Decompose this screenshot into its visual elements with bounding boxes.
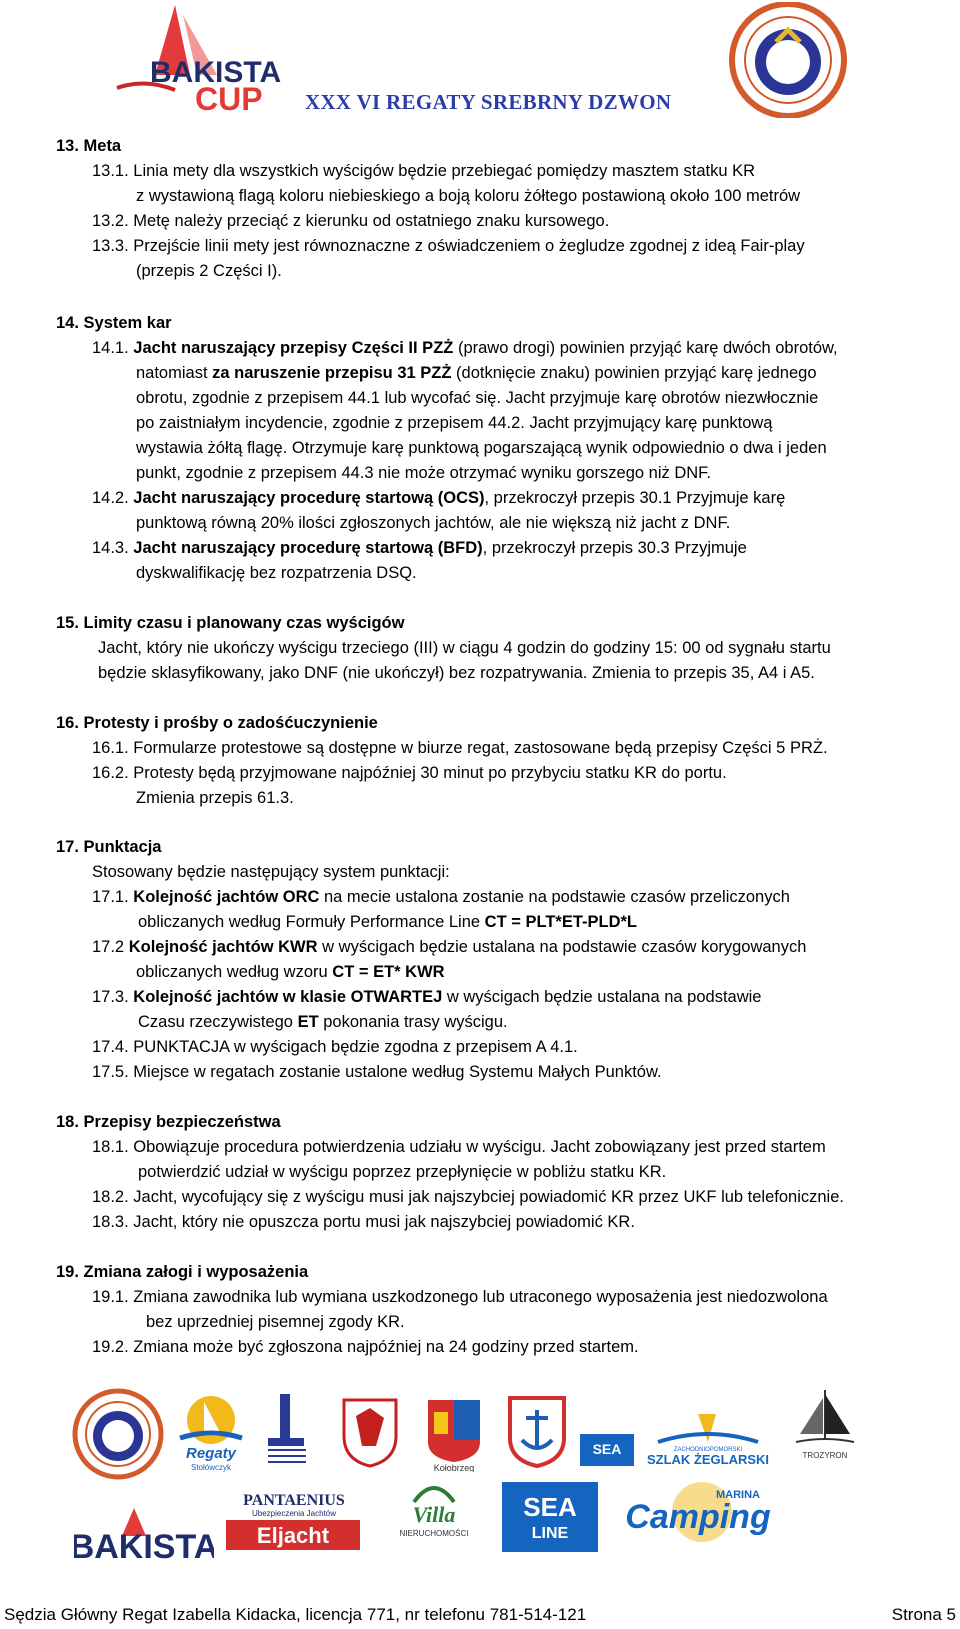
- text-run: potwierdzić udział w wyścigu poprzez przepłynięcie w pobliżu statku KR.: [138, 1163, 667, 1181]
- sailing-school-logo: [262, 1388, 312, 1475]
- svg-text:Stołówczyk: Stołówczyk: [190, 1463, 232, 1472]
- footer-judge-info: Sędzia Główny Regat Izabella Kidacka, licencja 771, nr telefonu 781-514-121: [4, 1605, 587, 1624]
- svg-text:SZLAK ŻEGLARSKI: SZLAK ŻEGLARSKI: [646, 1452, 770, 1467]
- svg-text:ZACHODNIOPOMORSKI: ZACHODNIOPOMORSKI: [673, 1447, 743, 1453]
- text-line: [92, 1184, 844, 1210]
- svg-text:Ubezpieczenia Jachtów: Ubezpieczenia Jachtów: [251, 1509, 337, 1518]
- text-line: [92, 984, 762, 1010]
- text-line: [98, 660, 815, 686]
- text-line: [136, 258, 282, 284]
- text-line: [138, 1159, 666, 1185]
- text-line: [138, 909, 637, 935]
- regaty-logo: [176, 1392, 246, 1477]
- text-run: na mecie ustalona zostanie na podstawie czasów przeliczonych: [319, 888, 790, 906]
- text-run: 16. Protesty i prośby o zadośćuczynienie: [56, 714, 378, 732]
- text-run: (prawo drogi) powinien przyjąć karę dwóch obrotów,: [453, 339, 838, 357]
- coat-of-arms-griffin-icon: [340, 1396, 400, 1473]
- text-run: CT = ET* KWR: [332, 963, 445, 981]
- camping-marina-logo: [622, 1478, 782, 1553]
- text-run: obliczanych według Formuły Performance Line: [138, 913, 485, 931]
- text-run: 14.3.: [92, 539, 134, 557]
- text-run: obliczanych według wzoru: [136, 963, 333, 981]
- text-run: za naruszenie przepisu 31 PZŻ: [212, 364, 452, 382]
- text-line: [92, 335, 838, 361]
- text-run: natomiast: [136, 364, 213, 382]
- text-line: [56, 610, 404, 636]
- villa-nieruchomosci-logo: [394, 1478, 474, 1547]
- text-line: [92, 535, 747, 561]
- text-line: [92, 158, 755, 184]
- text-run: Kolejność jachtów KWR: [128, 938, 318, 956]
- text-run: 18.1. Obowiązuje procedura potwierdzenia udziału w wyścigu. Jacht zobowiązany jest przed startem: [92, 1138, 826, 1156]
- text-run: 17.4. PUNKTACJA w wyścigach będzie zgodna z przepisem A 4.1.: [92, 1038, 578, 1056]
- text-run: , przekroczył przepis 30.3 Przyjmuje: [482, 539, 747, 557]
- text-line: [136, 560, 417, 586]
- text-line: [56, 710, 378, 736]
- text-run: dyskwalifikację bez rozpatrzenia DSQ.: [136, 564, 417, 582]
- text-run: ET: [297, 1013, 319, 1031]
- text-run: (przepis 2 Części I).: [136, 262, 282, 280]
- jacht-klub-morski-logo: [728, 2, 848, 118]
- text-line: [92, 859, 450, 885]
- svg-text:PANTAENIUS: PANTAENIUS: [243, 1492, 345, 1509]
- text-line: [136, 435, 827, 461]
- text-run: 16.2. Protesty będą przyjmowane najpóźniej 30 minut po przybyciu statku KR do portu.: [92, 764, 727, 782]
- text-run: 17.5. Miejsce w regatach zostanie ustalone według Systemu Małych Punktów.: [92, 1063, 662, 1081]
- svg-text:MARINA: MARINA: [716, 1489, 760, 1501]
- svg-text:LINE: LINE: [531, 1525, 569, 1542]
- text-run: Jacht naruszający procedurę startową (OCS): [133, 489, 485, 507]
- text-line: [136, 785, 294, 811]
- text-run: Stosowany będzie następujący system punktacji:: [92, 863, 450, 881]
- text-run: 19. Zmiana załogi i wyposażenia: [56, 1263, 309, 1281]
- text-run: 17.1.: [92, 888, 134, 906]
- text-run: 19.1. Zmiana zawodnika lub wymiana uszkodzonego lub utraconego wyposażenia jest niedozwolona: [92, 1288, 828, 1306]
- text-run: w wyścigach będzie ustalana na podstawie czasów korygowanych: [317, 938, 807, 956]
- text-run: Jacht, który nie ukończy wyścigu trzeciego (III) w ciągu 4 godzin do godziny 15: 00 od sygnału startu: [98, 639, 831, 657]
- text-line: [138, 1009, 508, 1035]
- svg-text:Eljacht: Eljacht: [256, 1523, 330, 1548]
- text-line: [92, 884, 790, 910]
- text-line: [92, 1059, 662, 1085]
- szlak-zeglarski-logo: [638, 1408, 778, 1473]
- text-line: [98, 635, 831, 661]
- sea-line-small-logo: [580, 1434, 634, 1471]
- text-run: 13.3. Przejście linii mety jest równoznaczne z oświadczeniem o żegludze zgodnej z ideą Fair-play: [92, 237, 805, 255]
- svg-text:TROZYRON: TROZYRON: [802, 1451, 848, 1460]
- text-run: 17.3.: [92, 988, 134, 1006]
- svg-text:CUP: CUP: [195, 81, 263, 117]
- text-line: [146, 1309, 405, 1335]
- text-run: 19.2. Zmiana może być zgłoszona najpóźniej na 24 godziny przed startem.: [92, 1338, 639, 1356]
- text-run: (dotknięcie znaku) powinien przyjąć karę jednego: [451, 364, 817, 382]
- text-line: [92, 1134, 826, 1160]
- text-run: Czasu rzeczywistego: [138, 1013, 298, 1031]
- text-run: z wystawioną flagą koloru niebieskiego a boją koloru żółtego postawioną około 100 metrów: [136, 187, 801, 205]
- text-line: [92, 934, 806, 960]
- text-run: 16.1. Formularze protestowe są dostępne w biurze regat, zastosowane będą przepisy Części 5 PRŻ.: [92, 739, 828, 757]
- text-line: [136, 959, 445, 985]
- text-run: 17. Punktacja: [56, 838, 162, 856]
- text-run: 13.2. Metę należy przeciąć z kierunku od ostatniego znaku kursowego.: [92, 212, 610, 230]
- text-run: wystawia żółtą flagę. Otrzymuje karę punktową pogarszającą wynik odpowiednio o dwa i jeden: [136, 439, 827, 457]
- text-run: 14.2.: [92, 489, 134, 507]
- text-run: w wyścigach będzie ustalana na podstawie: [442, 988, 762, 1006]
- text-run: 13. Meta: [56, 137, 122, 155]
- text-run: pokonania trasy wyścigu.: [318, 1013, 508, 1031]
- text-line: [136, 510, 730, 536]
- text-run: 13.1. Linia mety dla wszystkich wyścigów będzie przebiegać pomiędzy masztem statku KR: [92, 162, 756, 180]
- text-line: [92, 735, 828, 761]
- trozyron-logo: [790, 1386, 860, 1471]
- text-line: [56, 310, 172, 336]
- page-header-title: XXX VI REGATY SREBRNY DZWON: [305, 90, 672, 114]
- text-run: 14. System kar: [56, 314, 172, 332]
- text-run: Jacht naruszający procedurę startową (BFD): [133, 539, 483, 557]
- text-run: będzie sklasyfikowany, jako DNF (nie ukończył) bez rozpatrywania. Zmienia to przepis 35, A4 i A5.: [98, 664, 815, 682]
- text-line: [136, 183, 800, 209]
- text-line: [92, 1034, 578, 1060]
- svg-text:Kołobrzeg: Kołobrzeg: [433, 1463, 475, 1472]
- text-line: [136, 385, 818, 411]
- text-line: [92, 760, 727, 786]
- svg-text:Villa: Villa: [412, 1502, 456, 1527]
- text-run: 17.2: [92, 938, 129, 956]
- eljacht-logo: [226, 1520, 360, 1555]
- text-run: 18.2. Jacht, wycofujący się z wyścigu musi jak najszybciej powiadomić KR przez UKF lub telefonicznie.: [92, 1188, 844, 1206]
- text-run: Kolejność jachtów ORC: [133, 888, 320, 906]
- text-run: 15. Limity czasu i planowany czas wyścigów: [56, 614, 405, 632]
- svg-text:BAKISTA: BAKISTA: [150, 56, 282, 89]
- text-line: [92, 1209, 635, 1235]
- text-run: , przekroczył przepis 30.1 Przyjmuje karę: [484, 489, 786, 507]
- bakista-cup-logo: [105, 0, 295, 118]
- text-run: bez uprzedniej pisemnej zgody KR.: [146, 1313, 405, 1331]
- text-line: [92, 1334, 639, 1360]
- text-line: [92, 485, 785, 511]
- text-run: Kolejność jachtów w klasie OTWARTEJ: [133, 988, 443, 1006]
- text-line: [92, 233, 805, 259]
- svg-text:SEA: SEA: [523, 1492, 577, 1522]
- svg-text:Camping: Camping: [625, 1498, 771, 1536]
- kolobrzeg-coat-of-arms-icon: [424, 1396, 484, 1477]
- text-run: obrotu, zgodnie z przepisem 44.1 lub wycofać się. Jacht przyjmuje karę obrotów niezwłocznie: [136, 389, 819, 407]
- text-run: 14.1.: [92, 339, 134, 357]
- text-line: [136, 360, 817, 386]
- text-run: Zmienia przepis 61.3.: [136, 789, 294, 807]
- text-run: punkt, zgodnie z przepisem 44.3 nie może otrzymać wyniku gorszego niż DNF.: [136, 464, 712, 482]
- svg-text:SEA: SEA: [592, 1441, 622, 1457]
- text-run: po zaistniałym incydencie, zgodnie z przepisem 44.2. Jacht przyjmujący karę punktową: [136, 414, 773, 432]
- text-line: [56, 133, 121, 159]
- svg-text:BAKISTA: BAKISTA: [74, 1528, 214, 1564]
- sea-line-logo: [502, 1482, 598, 1557]
- text-run: CT = PLT*ET-PLD*L: [484, 913, 637, 931]
- text-line: [92, 208, 609, 234]
- text-run: 18.3. Jacht, który nie opuszcza portu musi jak najszybciej powiadomić KR.: [92, 1213, 635, 1231]
- page-number: Strona 5: [891, 1605, 956, 1624]
- jkm-sponsor-logo: [72, 1388, 164, 1485]
- svg-text:NIERUCHOMOŚCI: NIERUCHOMOŚCI: [399, 1529, 469, 1538]
- text-line: [56, 834, 161, 860]
- text-line: [92, 1284, 828, 1310]
- text-line: [56, 1259, 308, 1285]
- text-line: [56, 1109, 281, 1135]
- bakista-sponsor-logo: [74, 1506, 214, 1569]
- pantaenius-logo: [224, 1488, 364, 1523]
- anchor-emblem-icon: [506, 1394, 568, 1475]
- text-run: 18. Przepisy bezpieczeństwa: [56, 1113, 281, 1131]
- text-line: [136, 460, 711, 486]
- text-line: [136, 410, 772, 436]
- svg-text:Regaty: Regaty: [185, 1445, 237, 1462]
- text-run: Jacht naruszający przepisy Części II PZŻ: [133, 339, 454, 357]
- text-run: punktową równą 20% ilości zgłoszonych jachtów, ale nie większą niż jacht z DNF.: [136, 514, 731, 532]
